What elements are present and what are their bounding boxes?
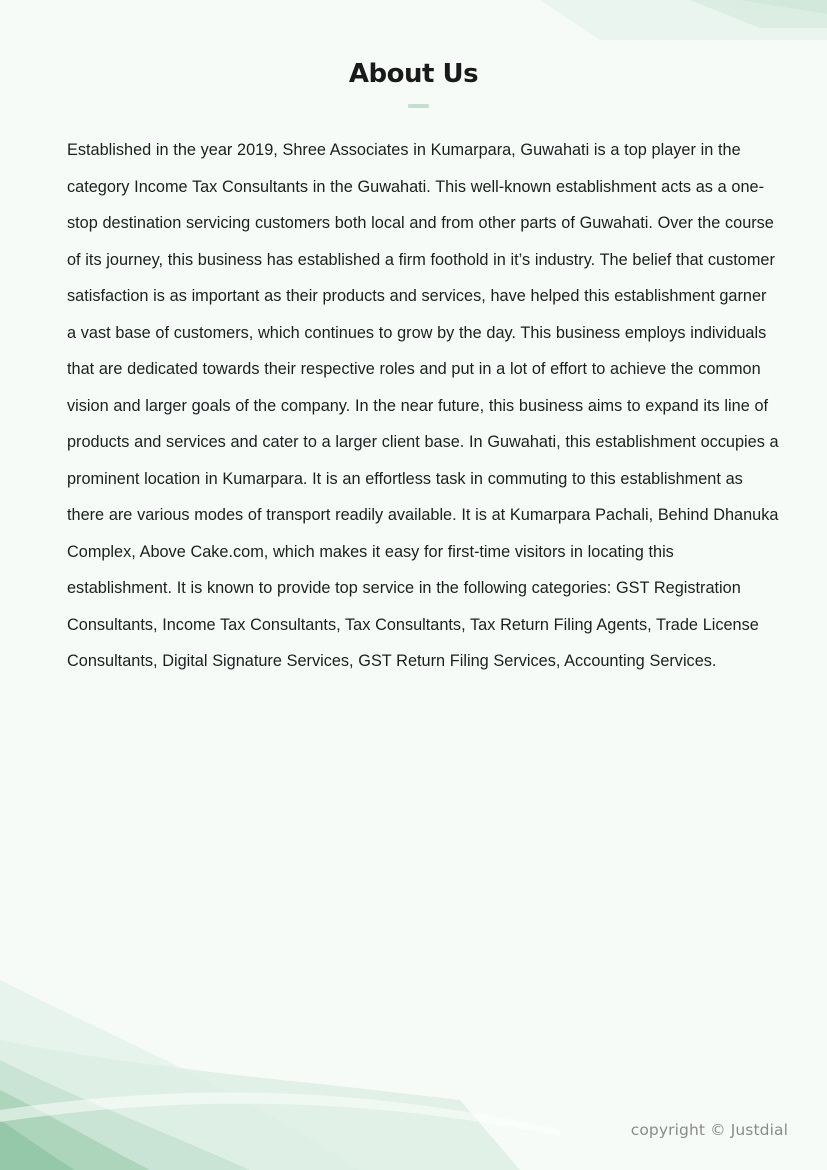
- page-title: About Us: [348, 59, 479, 89]
- about-paragraph: Established in the year 2019, Shree Associates in Kumarpara, Guwahati is a top player in the category Income Tax Consultants in the Guwahati. This well-known establishment acts as a one-stop destination servicing customers both local and from other parts of Guwahati. Over the course of its journey, this business has established a firm foothold in it’s industry. The belief that customer satisfaction is as important as their products and services, have helped this establishment garner a vast base of customers, which continues to grow by the day. This business employs individuals that are dedicated towards their respective roles and put in a lot of effort to achieve the common vision and larger goals of the company. In the near future, this business aims to expand its line of products and services and cater to a larger client base. In Guwahati, this establishment occupies a prominent location in Kumarpara. It is an effortless task in commuting to this establishment as there are various modes of transport readily available. It is at Kumarpara Pachali, Behind Dhanuka Complex, Above Cake.com, which makes it easy for first-time visitors in locating this establishment. It is known to provide top service in the following categories: GST Registration Consultants, Income Tax Consultants, Tax Consultants, Tax Return Filing Agents, Trade License Consultants, Digital Signature Services, GST Return Filing Services, Accounting Services.: [67, 141, 779, 670]
- title-underline: [408, 104, 429, 108]
- copyright-text: copyright © Justdial: [630, 1121, 788, 1139]
